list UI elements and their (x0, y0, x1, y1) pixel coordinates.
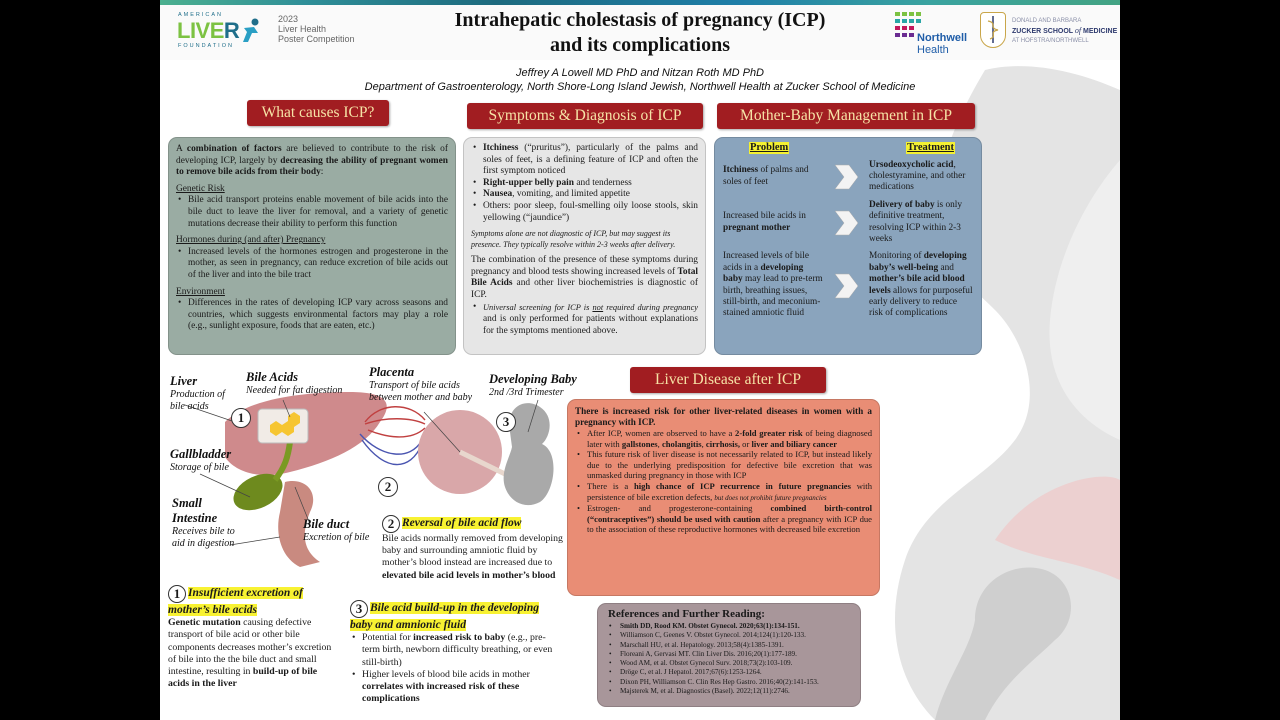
ld-bold: high chance of ICP recurrence in future pregnancies (633, 480, 851, 491)
intro-a: A (176, 144, 187, 154)
liver-disease-panel (567, 399, 880, 596)
causes-intro (176, 144, 448, 179)
diag-c: and other liver biochemistries is diagnostic of ICP. (471, 278, 698, 300)
liver-disease-item (575, 428, 872, 449)
label-baby-title: Developing Baby (489, 372, 577, 386)
zucker-line2c: MEDICINE (1081, 28, 1118, 35)
screen-c: required during pregnancy (603, 302, 699, 312)
section-header-management: Mother-Baby Management in ICP (717, 103, 975, 129)
intro-d: decreasing the ability of pregnant women to remove bile acids from their body (176, 155, 448, 178)
problem-cell (723, 251, 823, 319)
ld-bold: liver and biliary cancer (751, 438, 838, 449)
chevron-right-icon (831, 208, 861, 238)
problem-text: Increased bile acids in (723, 211, 806, 222)
logo-live: LIVE (177, 18, 224, 43)
callout-bold: Genetic mutation (168, 617, 241, 629)
label-bile-duct-title: Bile duct (303, 517, 350, 531)
label-intestine-title: Small Intestine (172, 496, 218, 525)
northwell-sub: Health (917, 44, 949, 56)
problem-bold: developing baby (723, 262, 804, 285)
section-header-liver-disease: Liver Disease after ICP (630, 367, 826, 393)
northwell-text (917, 32, 967, 56)
treatment-text: allows for purposeful early delivery to reduce risk of complications (869, 285, 973, 319)
management-row (723, 251, 973, 319)
screen-a: Universal screening for ICP is (483, 302, 593, 312)
marker-1: 1 (231, 408, 251, 428)
logo-text-top: AMERICAN (178, 12, 224, 18)
reference-item: • Williamson C, Geenes V. Obstet Gynecol. 2014;124(1):120-133. (608, 631, 850, 640)
chevron-right-icon (831, 162, 861, 192)
ld-bold: cirrhosis, (705, 438, 741, 449)
treatment-text: , cholestyramine, and other medications (869, 159, 966, 193)
causes-item-hormones: • Increased levels of the hormones estrogen and progesterone in the mother, as seen in pregnancy, can reduce excretion of bile acids out of the liver and into the bile tract (176, 247, 448, 282)
causes-item-environment: • Differences in the rates of developing ICP vary across seasons and countries, which suggests environmental factors may play a role (e.g., sunlight exposure, foods that are eaten, etc.) (176, 298, 448, 333)
logo-r: R (223, 18, 240, 43)
symptom-item (471, 178, 698, 190)
problem-cell (723, 211, 823, 234)
liver-disease-lead: There is increased risk for other liver-related diseases in women with a pregnancy with ICP. (575, 406, 872, 427)
label-liver (170, 374, 240, 413)
label-baby (489, 372, 599, 399)
treatment-bold: developing baby’s well-being (869, 251, 967, 273)
poster (160, 0, 1120, 720)
american-liver-foundation-logo (174, 12, 264, 48)
symptoms-note: Symptoms alone are not diagnostic of ICP, but may suggest its presence. They typically resolve within 2-3 weeks after delivery. (471, 229, 676, 249)
problem-text: may lead to pre-term birth, breathing issues, still-birth, and meconium-stained amniotic fluid (723, 274, 823, 319)
competition-label (278, 14, 355, 44)
label-liver-title: Liver (170, 374, 198, 388)
logo-text-bottom: FOUNDATION (178, 43, 234, 49)
callout-text: causing defective transport of bile acid or other bile components decreases mother’s excretion of bile into the the bile duct and small intestine, resulting in (168, 617, 332, 678)
section-header-symptoms: Symptoms & Diagnosis of ICP (467, 103, 703, 129)
diagnosis-text (471, 255, 698, 301)
management-row (723, 200, 973, 246)
treatment-bold: mother’s bile acid blood levels (869, 274, 965, 296)
reference-item: • Dixon PH, Williamson C. Clin Res Hep Gastro. 2016;40(2):141-153. (608, 678, 850, 687)
label-placenta-desc: Transport of bile acids between mother and baby (369, 380, 473, 403)
treatment-bold: Delivery of baby (869, 199, 935, 210)
liver-disease-item (575, 503, 872, 535)
symptom-item (471, 189, 698, 201)
ld-text: After ICP, women are observed to have a (587, 428, 736, 438)
ld-bold: combined birth-control (“contraceptives”) should be used with caution (587, 503, 872, 524)
reference-item: • Dröge C, et al. J Hepatol. 2017;67(6):1253-1264. (608, 668, 850, 677)
callout-bold: correlates with increased risk of these complications (362, 681, 520, 705)
causes-item-genetic: • Bile acid transport proteins enable movement of bile acids into the bile duct to leave the liver for removal, and a variety of genetic mutations decrease their ability to perform this function (176, 195, 448, 230)
ld-text: after a pregnancy with ICP due to the association of these reproductive hormones with decreased bile excretion (587, 513, 872, 535)
title-line2: and its complications (549, 34, 731, 56)
marker-2: 2 (378, 477, 398, 497)
ld-italic: but does not prohibit future pregnancies (714, 493, 827, 502)
ld-text: , (701, 438, 706, 449)
ld-text: , (657, 438, 662, 449)
management-column-headers (723, 142, 973, 154)
problem-bold: pregnant mother (723, 222, 791, 233)
label-gallbladder-title: Gallbladder (170, 447, 232, 461)
treatment-text: is only definitive treatment, resolving ICP within 2-3 weeks (869, 199, 962, 245)
label-bile-acids (246, 370, 356, 397)
symptom-text: , vomiting, and limited appetite (512, 189, 630, 200)
ld-bold: gallstones (621, 438, 658, 449)
callout-number: 2 (382, 515, 400, 533)
causes-panel (168, 137, 456, 355)
chevron-right-icon (831, 271, 861, 301)
intro-b: combination of factors (186, 144, 282, 154)
ld-bold: cholangitis (661, 438, 702, 449)
callout-title: Reversal of bile acid flow (402, 517, 522, 529)
treatment-text: Monitoring of (869, 251, 924, 262)
ld-text: with persistence of bile excretion defects, (587, 480, 872, 502)
callout-number: 1 (168, 585, 186, 603)
reference-item: • Wood AM, et al. Obstet Gynecol Surv. 2018;73(2):103-109. (608, 659, 850, 668)
management-panel (714, 137, 982, 355)
label-intestine (172, 496, 242, 550)
affiliation: Department of Gastroenterology, North Shore-Long Island Jewish, Northwell Health at Zucker School of Medicine (364, 81, 916, 93)
causes-heading-hormones: Hormones during (and after) Pregnancy (176, 235, 326, 246)
treatment-cell (869, 251, 973, 319)
symptom-bold: Itchiness (483, 143, 519, 153)
zucker-text (1012, 17, 1117, 46)
screening-item (471, 302, 698, 338)
label-bile-duct-desc: Excretion of bile (303, 532, 370, 543)
problem-bold: Itchiness (723, 165, 759, 176)
symptom-item (471, 201, 698, 224)
label-intestine-desc: Receives bile to aid in digestion (172, 526, 235, 549)
symptom-text: (“pruritus”), particularly of the palms and soles of feet, is a defining feature of ICP and often the first symptom noticed (483, 143, 698, 177)
screen-d: and is only performed for patients without explanations for the symptoms mentioned above. (483, 314, 698, 336)
callout-title: Insufficient excretion of mother’s bile acids (168, 587, 303, 616)
callout-text: (e.g., pre-term birth, newborn difficulty breathing, or even still-birth) (362, 632, 553, 668)
callout-reversal (382, 515, 570, 582)
zucker-line3: AT HOFSTRA/NORTHWELL (1012, 38, 1089, 44)
reference-item: • Smith DD, Rood KM. Obstet Gynecol. 2020;63(1):134-151. (608, 622, 850, 631)
label-placenta (369, 365, 484, 404)
treatment-text: and (938, 262, 954, 273)
zucker-line1: DONALD AND BARBARA (1012, 18, 1082, 24)
symptom-text: Others: poor sleep, foul-smelling oily loose stools, skin yellowing (“jaundice”) (483, 200, 698, 223)
label-liver-desc: Production of bile acids (170, 389, 225, 412)
screen-b: not (592, 302, 604, 312)
callout-bold: increased risk to baby (413, 632, 506, 644)
intro-c: are believed to contribute to the risk of developing ICP, largely by (176, 144, 448, 166)
callout-bold: elevated bile acid levels in mother’s blood (382, 569, 556, 581)
label-baby-desc: 2nd /3rd Trimester (489, 387, 564, 398)
ld-text: Estrogen- and progesterone-containing (587, 503, 771, 514)
diag-a: The combination of the presence of these symptoms during pregnancy and blood tests showing increased levels of (471, 255, 698, 277)
column-treatment: Treatment (907, 142, 954, 153)
label-gallbladder (170, 447, 250, 474)
symptom-bold: Nausea (483, 189, 513, 200)
label-gallbladder-desc: Storage of bile (170, 462, 229, 473)
causes-heading-genetic: Genetic Risk (176, 183, 225, 194)
symptoms-panel (463, 137, 706, 355)
authors-block (160, 66, 1120, 94)
treatment-cell (869, 200, 973, 246)
label-bile-duct (303, 517, 388, 544)
callout-text: Potential for (362, 632, 414, 644)
zucker-of: of (1074, 26, 1082, 35)
logo-main-text (177, 18, 239, 44)
label-bile-acids-title: Bile Acids (246, 370, 298, 384)
callout-bold: build-up of bile acids in the liver (168, 666, 318, 690)
symptom-text: and tenderness (574, 177, 632, 188)
liver-disease-item: • This future risk of liver disease is not necessarily related to ICP, but instead likely due to the underlying predisposition for defective bile excretion that was unmasked during pregnancy in those with ICP (575, 449, 872, 481)
ld-bold: 2-fold greater risk (735, 428, 803, 438)
callout-title: Bile acid build-up in the developing baby and amnionic fluid (350, 602, 539, 631)
label-placenta-title: Placenta (369, 365, 415, 379)
competition-line3: Poster Competition (278, 34, 355, 44)
column-problem: Problem (750, 142, 789, 153)
callout-bullet (350, 669, 562, 706)
management-row (723, 160, 973, 194)
symptom-item (471, 143, 698, 178)
poster-title (390, 8, 890, 58)
callout-insufficient-excretion (168, 585, 333, 690)
marker-3: 3 (496, 412, 516, 432)
zucker-line2a: ZUCKER SCHOOL (1012, 28, 1075, 35)
callout-text: Bile acids normally removed from developing baby and surrounding amniotic fluid by mother’s blood instead are increased due to (382, 533, 563, 569)
northwell-health-logo (895, 12, 975, 54)
liver-disease-item (575, 481, 872, 503)
title-line1: Intrahepatic cholestasis of pregnancy (ICP) (454, 9, 826, 31)
reference-item: • Majsterek M, et al. Diagnostics (Basel). 2022;12(11):2746. (608, 687, 850, 696)
competition-line2: Liver Health (278, 24, 327, 34)
references-title: References and Further Reading: (608, 608, 765, 620)
ld-text: There is a (587, 480, 634, 491)
callout-text: Higher levels of blood bile acids in mother (362, 668, 530, 680)
callout-bullet (350, 632, 562, 669)
reference-item: • Marschall HU, et al. Hepatology. 2013;58(4):1385-1391. (608, 641, 850, 650)
diag-b: Total Bile Acids (471, 266, 698, 289)
references-panel (597, 603, 861, 707)
symptom-bold: Right-upper belly pain (483, 177, 574, 188)
intro-e: : (320, 167, 324, 178)
ld-text: of being diagnosed later with (587, 428, 872, 449)
northwell-name: Northwell (917, 32, 968, 44)
label-bile-acids-desc: Needed for fat digestion (246, 385, 343, 396)
problem-text: Increased levels of bile acids in a (723, 251, 809, 273)
section-header-causes: What causes ICP? (247, 100, 389, 126)
callout-number: 3 (350, 600, 368, 618)
treatment-bold: Ursodeoxycholic acid (869, 159, 954, 170)
problem-cell (723, 165, 823, 188)
caduceus-shield-icon (980, 12, 1006, 48)
callout-build-up (350, 600, 562, 705)
runner-icon (240, 18, 262, 44)
ld-text: or (740, 438, 752, 449)
zucker-school-logo (980, 10, 1120, 55)
competition-year: 2023 (278, 14, 299, 24)
treatment-cell (869, 160, 973, 194)
problem-text: of palms and soles of feet (723, 165, 809, 187)
reference-item: • Floreani A, Gervasi MT. Clin Liver Dis. 2016;20(1):177-189. (608, 650, 850, 659)
authors: Jeffrey A Lowell MD PhD and Nitzan Roth MD PhD (516, 67, 764, 79)
causes-heading-environment: Environment (176, 286, 225, 297)
